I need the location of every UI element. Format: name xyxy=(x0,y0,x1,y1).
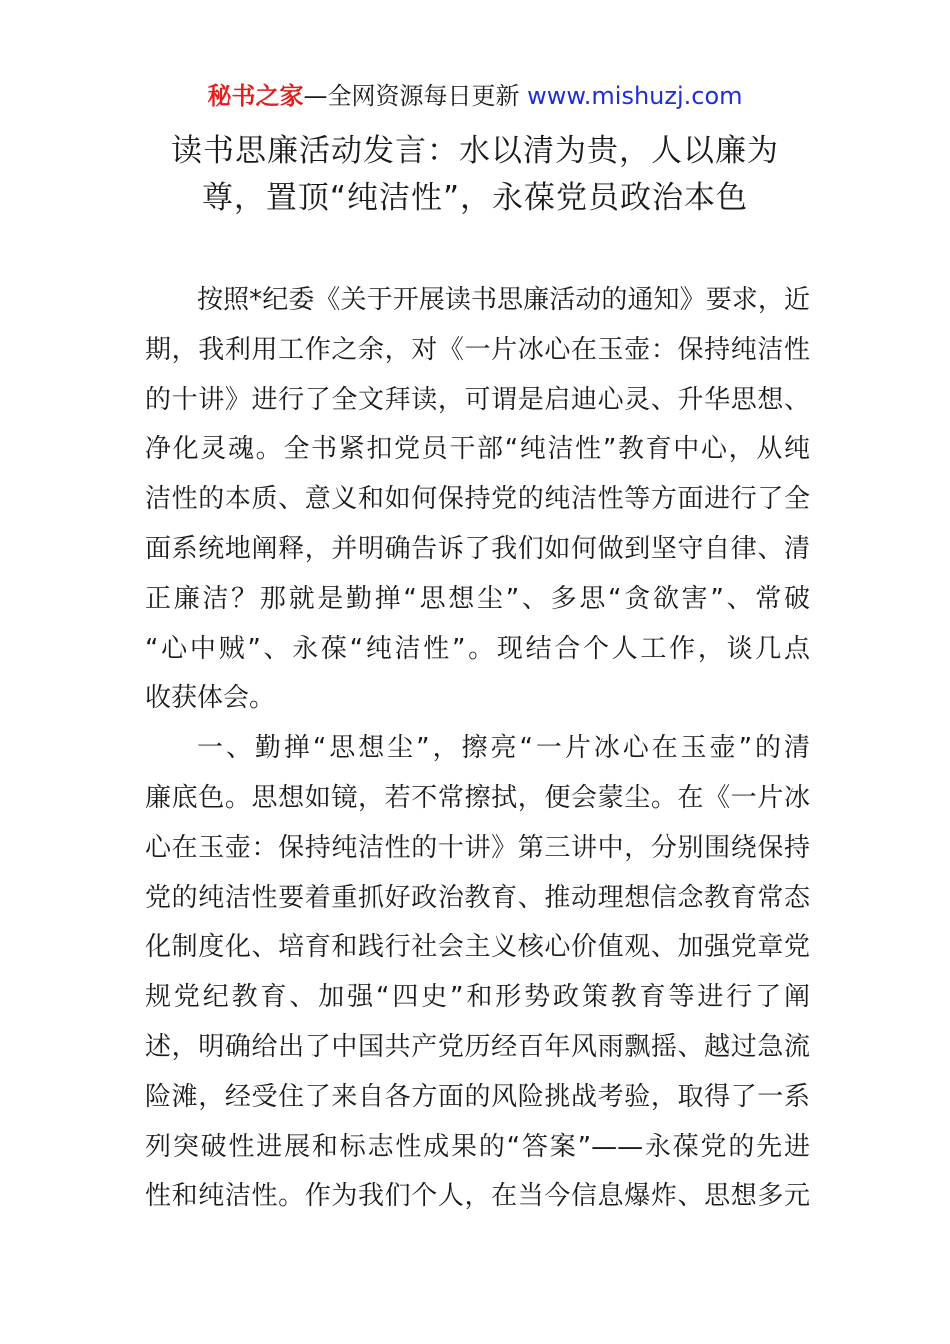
text-line: 净化灵魂。全书紧扣党员干部“纯洁性”教育中心，从纯 xyxy=(145,434,810,465)
text-line: 洁性的本质、意义和如何保持党的纯洁性等方面进行了全 xyxy=(145,484,810,515)
paragraph-2 xyxy=(145,724,810,1222)
text-line: 一、勤掸“思想尘”，擦亮“一片冰心在玉壶”的清 xyxy=(197,733,810,764)
text-line: 期，我利用工作之余，对《一片冰心在玉壶：保持纯洁性 xyxy=(145,334,810,365)
document-title xyxy=(0,128,950,222)
text-line: 性和纯洁性。作为我们个人，在当今信息爆炸、思想多元 xyxy=(145,1181,810,1212)
text-line: 正廉洁？那就是勤掸“思想尘”、多思“贪欲害”、常破 xyxy=(145,583,810,614)
text-line: 廉底色。思想如镜，若不常擦拭，便会蒙尘。在《一片冰 xyxy=(145,782,810,813)
text-line: 党的纯洁性要着重抓好政治教育、推动理想信念教育常态 xyxy=(145,882,810,913)
site-slogan: —全网资源每日更新 xyxy=(303,82,528,110)
text-line: 收获体会。 xyxy=(145,683,276,714)
title-line-2: 尊，置顶“纯洁性”，永葆党员政治本色 xyxy=(201,180,749,216)
text-line: 的十讲》进行了全文拜读，可谓是启迪心灵、升华思想、 xyxy=(145,384,810,415)
text-line: 规党纪教育、加强“四史”和形势政策教育等进行了阐 xyxy=(145,982,810,1013)
site-brand: 秘书之家 xyxy=(207,82,304,110)
text-line: 按照*纪委《关于开展读书思廉活动的通知》要求，近 xyxy=(197,285,810,315)
document-body xyxy=(145,276,810,1222)
text-line: 心在玉壶：保持纯洁性的十讲》第三讲中，分别围绕保持 xyxy=(145,832,810,863)
site-url-link[interactable]: www.mishuzj.com xyxy=(527,82,743,110)
text-line: 述，明确给出了中国共产党历经百年风雨飘摇、越过急流 xyxy=(145,1031,810,1062)
text-line: 化制度化、培育和践行社会主义核心价值观、加强党章党 xyxy=(145,932,810,963)
site-header xyxy=(0,80,950,112)
text-line: 险滩，经受住了来自各方面的风险挑战考验，取得了一系 xyxy=(145,1081,810,1112)
paragraph-1 xyxy=(145,276,810,724)
text-line: 面系统地阐释，并明确告诉了我们如何做到坚守自律、清 xyxy=(145,533,810,564)
text-line: 列突破性进展和标志性成果的“答案”——永葆党的先进 xyxy=(145,1131,810,1162)
title-line-1: 读书思廉活动发言：水以清为贵，人以廉为 xyxy=(171,133,779,169)
text-line: “心中贼”、永葆“纯洁性”。现结合个人工作，谈几点 xyxy=(145,633,810,664)
